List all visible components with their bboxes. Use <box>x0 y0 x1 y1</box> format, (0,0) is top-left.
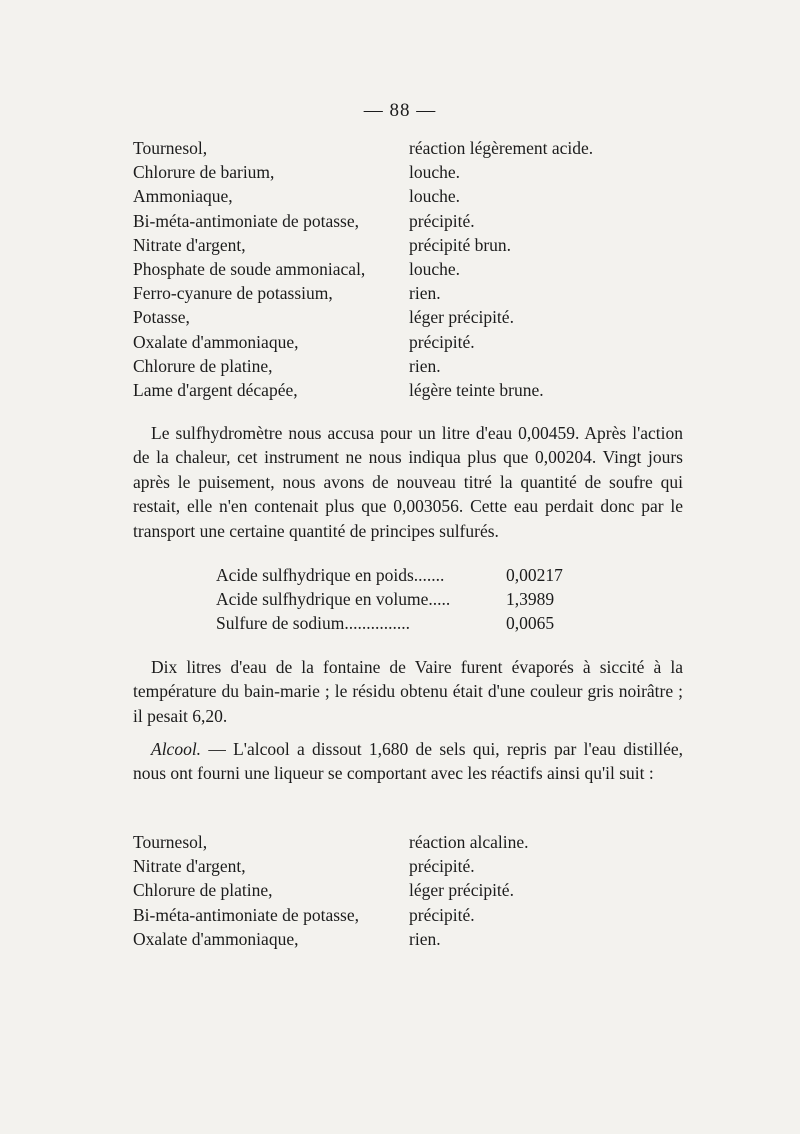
reagent: Ammoniaque, <box>133 186 233 207</box>
result: rien. <box>409 283 441 304</box>
sulfhydrometer-paragraph <box>133 421 683 543</box>
reagent: Oxalate d'ammoniaque, <box>133 331 299 352</box>
measure-value: 0,0065 <box>506 613 555 634</box>
result: réaction légèrement acide. <box>409 138 594 158</box>
alcohol-paragraph <box>133 737 683 786</box>
reagent: Phosphate de soude ammoniacal, <box>133 258 366 279</box>
result: précipité. <box>409 904 475 925</box>
reagent: Tournesol, <box>133 138 208 158</box>
reagent: Chlorure de platine, <box>133 880 273 901</box>
reagent: Bi-méta-antimoniate de potasse, <box>133 210 359 231</box>
result: précipité. <box>409 210 475 231</box>
reagent: Potasse, <box>133 307 190 328</box>
reagent: Ferro-cyanure de potassium, <box>133 283 333 304</box>
measure-label: Sulfure de sodium............... <box>216 613 410 634</box>
paragraph-text: Le sulfhydromètre nous accusa pour un litre d'eau 0,00459. Après l'action de la chaleur, cet instrument ne nous indiqua plus que 0,00204. Vingt jours après le puisement, nous avons de nouveau titré la quantité de soufre qui restait, elle n'en contenait plus que 0,003056. Cette eau perdait donc par le transport une certaine quantité de principes sulfurés. <box>133 423 683 541</box>
result: réaction alcaline. <box>409 832 529 852</box>
reagent: Chlorure de platine, <box>133 355 273 376</box>
result: louche. <box>409 186 461 207</box>
result: rien. <box>409 928 441 949</box>
paragraph-text: Dix litres d'eau de la fontaine de Vaire furent évaporés à siccité à la température du bain-marie ; le résidu obtenu était d'une couleur gris noirâtre ; il pesait 6,20. <box>133 657 683 726</box>
evaporation-paragraph <box>133 655 683 728</box>
measure-value: 1,3989 <box>506 589 555 610</box>
measure-value: 0,00217 <box>506 565 563 585</box>
result: léger précipité. <box>409 880 514 901</box>
measure-label: Acide sulfhydrique en volume..... <box>216 589 451 610</box>
result: rien. <box>409 355 441 376</box>
result: précipité brun. <box>409 234 512 255</box>
reagent: Bi-méta-antimoniate de potasse, <box>133 904 359 925</box>
measure-label: Acide sulfhydrique en poids....... <box>216 565 445 585</box>
result: louche. <box>409 162 461 183</box>
result: précipité. <box>409 331 475 352</box>
page-number: — 88 — <box>363 100 437 121</box>
paragraph-text: — L'alcool a dissout 1,680 de sels qui, repris par l'eau distillée, nous ont fourni une liqueur se comportant avec les réactifs ainsi qu'il suit : <box>133 739 683 784</box>
reagent: Oxalate d'ammoniaque, <box>133 928 299 949</box>
result: légère teinte brune. <box>409 379 544 400</box>
reagent: Chlorure de barium, <box>133 162 275 183</box>
reagent: Lame d'argent décapée, <box>133 379 298 400</box>
reagent: Nitrate d'argent, <box>133 234 246 255</box>
alcohol-lead: Alcool. <box>151 739 202 759</box>
result: louche. <box>409 258 461 279</box>
result: léger précipité. <box>409 307 514 328</box>
reagent: Tournesol, <box>133 832 208 852</box>
reagent: Nitrate d'argent, <box>133 856 246 877</box>
result: précipité. <box>409 856 475 877</box>
